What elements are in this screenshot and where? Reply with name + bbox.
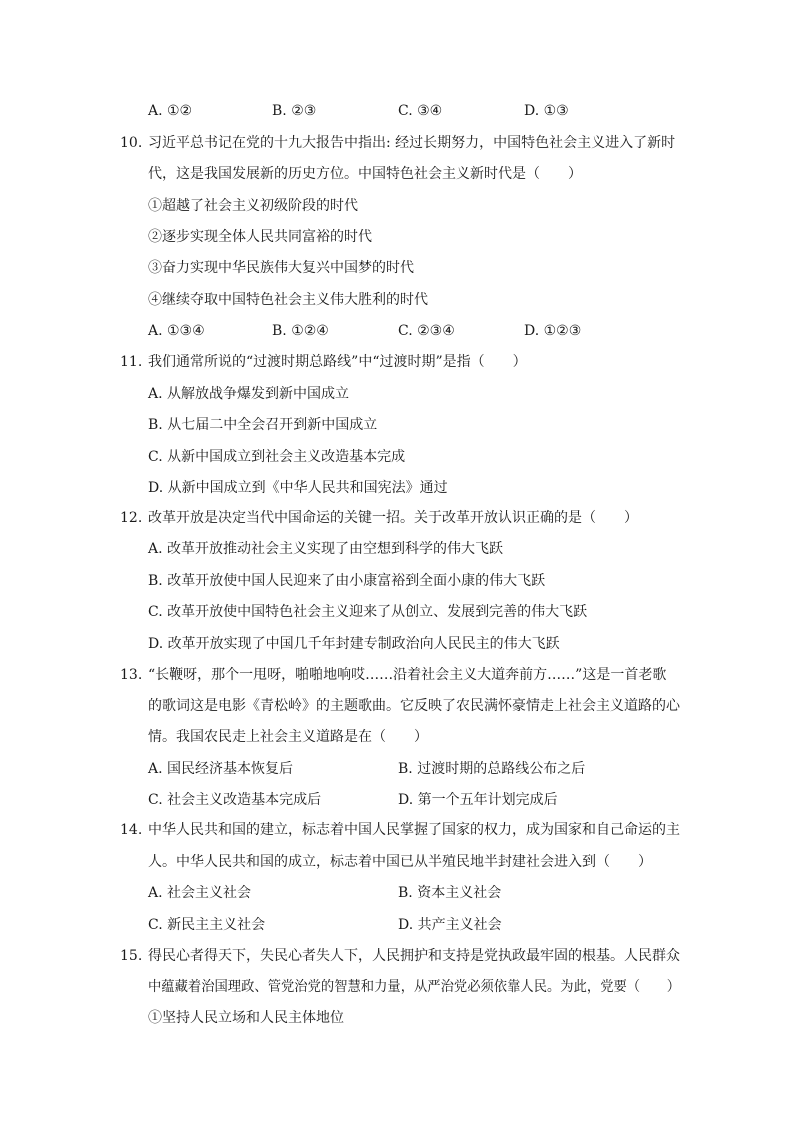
q13-option-a[interactable]: A. 国民经济基本恢复后: [148, 761, 294, 777]
q13-option-d[interactable]: D. 第一个五年计划完成后: [398, 792, 558, 808]
question-text-line: 中华人民共和国的建立，标志着中国人民掌握了国家的权力，成为国家和自己命运的主: [148, 822, 680, 838]
question-text-line: 人。中华人民共和国的成立，标志着中国已从半殖民地半封建社会进入到（ ）: [148, 854, 652, 870]
statement-item: ④继续夺取中国特色社会主义伟大胜利的时代: [148, 292, 428, 308]
question-number: 15.: [120, 948, 143, 964]
question-text-line: 情。我国农民走上社会主义道路是在（ ）: [148, 729, 428, 745]
statement-item: ②逐步实现全体人民共同富裕的时代: [148, 229, 372, 245]
statement-item: ①超越了社会主义初级阶段的时代: [148, 198, 358, 214]
q12-option-a[interactable]: A. 改革开放推动社会主义实现了由空想到科学的伟大飞跃: [148, 541, 504, 557]
question-text-line: 得民心者得天下，失民心者失人下，人民拥护和支持是党执政最牢固的根基。人民群众: [148, 948, 680, 964]
q11-option-d[interactable]: D. 从新中国成立到《中华人民共和国宪法》通过: [148, 480, 448, 496]
q10-option-a[interactable]: A. ①③④: [148, 323, 205, 339]
question-text-line: 习近平总书记在党的十九大报告中指出: 经过长期努力，中国特色社会主义进入了新时: [148, 135, 676, 151]
q14-option-b[interactable]: B. 资本主义社会: [398, 885, 502, 901]
question-number: 11.: [120, 354, 143, 370]
question-number: 10.: [120, 135, 143, 151]
q13-option-c[interactable]: C. 社会主义改造基本完成后: [148, 792, 322, 808]
q11-option-a[interactable]: A. 从解放战争爆发到新中国成立: [148, 386, 350, 402]
question-text-line: 我们通常所说的“过渡时期总路线”中“过渡时期”是指（ ）: [148, 354, 527, 370]
q10-option-c[interactable]: C. ②③④: [398, 323, 455, 339]
q9-option-d[interactable]: D. ①③: [524, 103, 569, 119]
q14-option-a[interactable]: A. 社会主义社会: [148, 885, 252, 901]
question-number: 12.: [120, 510, 143, 526]
q14-option-c[interactable]: C. 新民主主义社会: [148, 917, 266, 933]
question-text-line: “长鞭呀，那个一甩呀，啪啪地响哎……沿着社会主义大道奔前方……”这是一首老歌: [148, 667, 667, 683]
q11-option-c[interactable]: C. 从新中国成立到社会主义改造基本完成: [148, 449, 406, 465]
question-text-line: 的歌词这是电影《青松岭》的主题歌曲。它反映了农民满怀豪情走上社会主义道路的心: [148, 698, 680, 714]
q13-option-b[interactable]: B. 过渡时期的总路线公布之后: [398, 761, 586, 777]
q12-option-d[interactable]: D. 改革开放实现了中国几千年封建专制政治向人民民主的伟大飞跃: [148, 636, 560, 652]
q12-option-c[interactable]: C. 改革开放使中国特色社会主义迎来了从创立、发展到完善的伟大飞跃: [148, 604, 588, 620]
q11-option-b[interactable]: B. 从七届二中全会召开到新中国成立: [148, 417, 378, 433]
q9-option-a[interactable]: A. ①②: [148, 103, 193, 119]
q14-option-d[interactable]: D. 共产主义社会: [398, 917, 502, 933]
statement-item: ①坚持人民立场和人民主体地位: [148, 1010, 344, 1026]
q9-option-c[interactable]: C. ③④: [398, 103, 443, 119]
question-text-line: 代，这是我国发展新的历史方位。中国特色社会主义新时代是（ ）: [148, 166, 582, 182]
question-number: 13.: [120, 667, 143, 683]
q12-option-b[interactable]: B. 改革开放使中国人民迎来了由小康富裕到全面小康的伟大飞跃: [148, 573, 546, 589]
question-number: 14.: [120, 822, 143, 838]
q9-option-b[interactable]: B. ②③: [272, 103, 317, 119]
q10-option-b[interactable]: B. ①②④: [272, 323, 329, 339]
statement-item: ③奋力实现中华民族伟大复兴中国梦的时代: [148, 260, 414, 276]
q10-option-d[interactable]: D. ①②③: [524, 323, 582, 339]
question-text-line: 改革开放是决定当代中国命运的关键一招。关于改革开放认识正确的是（ ）: [148, 510, 638, 526]
question-text-line: 中蕴藏着治国理政、管党治党的智慧和力量，从严治党必须依靠人民。为此，党要（ ）: [148, 979, 680, 995]
